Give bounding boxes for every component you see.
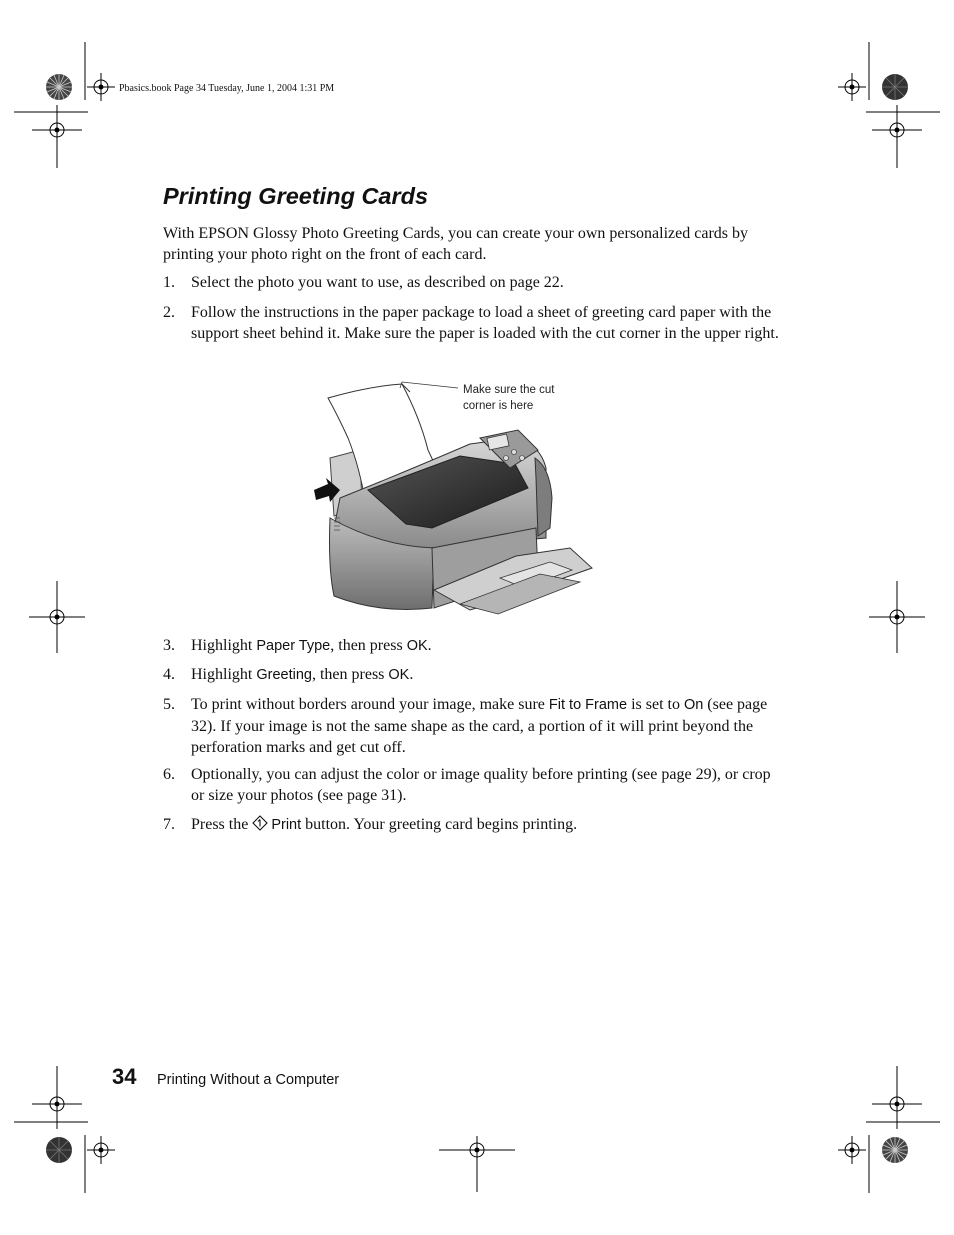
- step-text: Optionally, you can adjust the color or image quality before printing (see page 29), or crop or size your photos (see page 31).: [191, 766, 771, 804]
- header-slug: Pbasics.book Page 34 Tuesday, June 1, 2004 1:31 PM: [119, 83, 335, 94]
- step-text: Follow the instructions in the paper package to load a sheet of greeting card paper with the support sheet behind it. Make sure the paper is loaded with the cut corner in the upper right.: [191, 304, 779, 342]
- step-5: 5. To print without borders around your image, make sure Fit to Frame is set to On (see page 32). If your image is not the same shape as the card, a portion of it will print beyond the perforation marks and get cut off.: [163, 696, 768, 756]
- setting-label: Fit to Frame: [548, 697, 628, 713]
- page-number: 34: [112, 1064, 137, 1089]
- button-label: OK: [406, 638, 428, 654]
- menu-option-label: Greeting: [256, 667, 312, 683]
- printer-illustration: [310, 378, 600, 620]
- step-number: 1.: [163, 274, 175, 291]
- button-label: OK: [388, 667, 410, 683]
- step-1: [163, 272, 783, 293]
- step-3: 3. Highlight Paper Type, then press OK.: [163, 635, 783, 657]
- step-4: 4. Highlight Greeting, then press OK.: [163, 664, 783, 686]
- step-2: [163, 302, 783, 344]
- menu-option-label: Paper Type: [256, 638, 331, 654]
- page-title: Printing Greeting Cards: [163, 183, 429, 209]
- setting-value: On: [683, 697, 704, 713]
- step-7: 7. Press the Print button. Your greeting card begins printing.: [163, 814, 783, 836]
- step-number: 5.: [163, 696, 175, 713]
- intro-paragraph: With EPSON Glossy Photo Greeting Cards, you can create your own personalized cards by printing your photo right on the front of each card.: [163, 225, 749, 263]
- step-number: 4.: [163, 666, 175, 683]
- figure-callout: [463, 382, 554, 414]
- step-number: 2.: [163, 304, 175, 321]
- step-6: [163, 764, 783, 806]
- step-number: 7.: [163, 816, 175, 833]
- step-number: 6.: [163, 766, 175, 783]
- button-label: Print: [271, 817, 302, 833]
- callout-line: Make sure the cut: [463, 384, 555, 396]
- footer-section-title: Printing Without a Computer: [157, 1072, 340, 1088]
- callout-line: corner is here: [463, 400, 534, 412]
- print-button-icon: [252, 815, 268, 831]
- step-number: 3.: [163, 637, 175, 654]
- step-text: Select the photo you want to use, as described on page 22.: [191, 274, 564, 291]
